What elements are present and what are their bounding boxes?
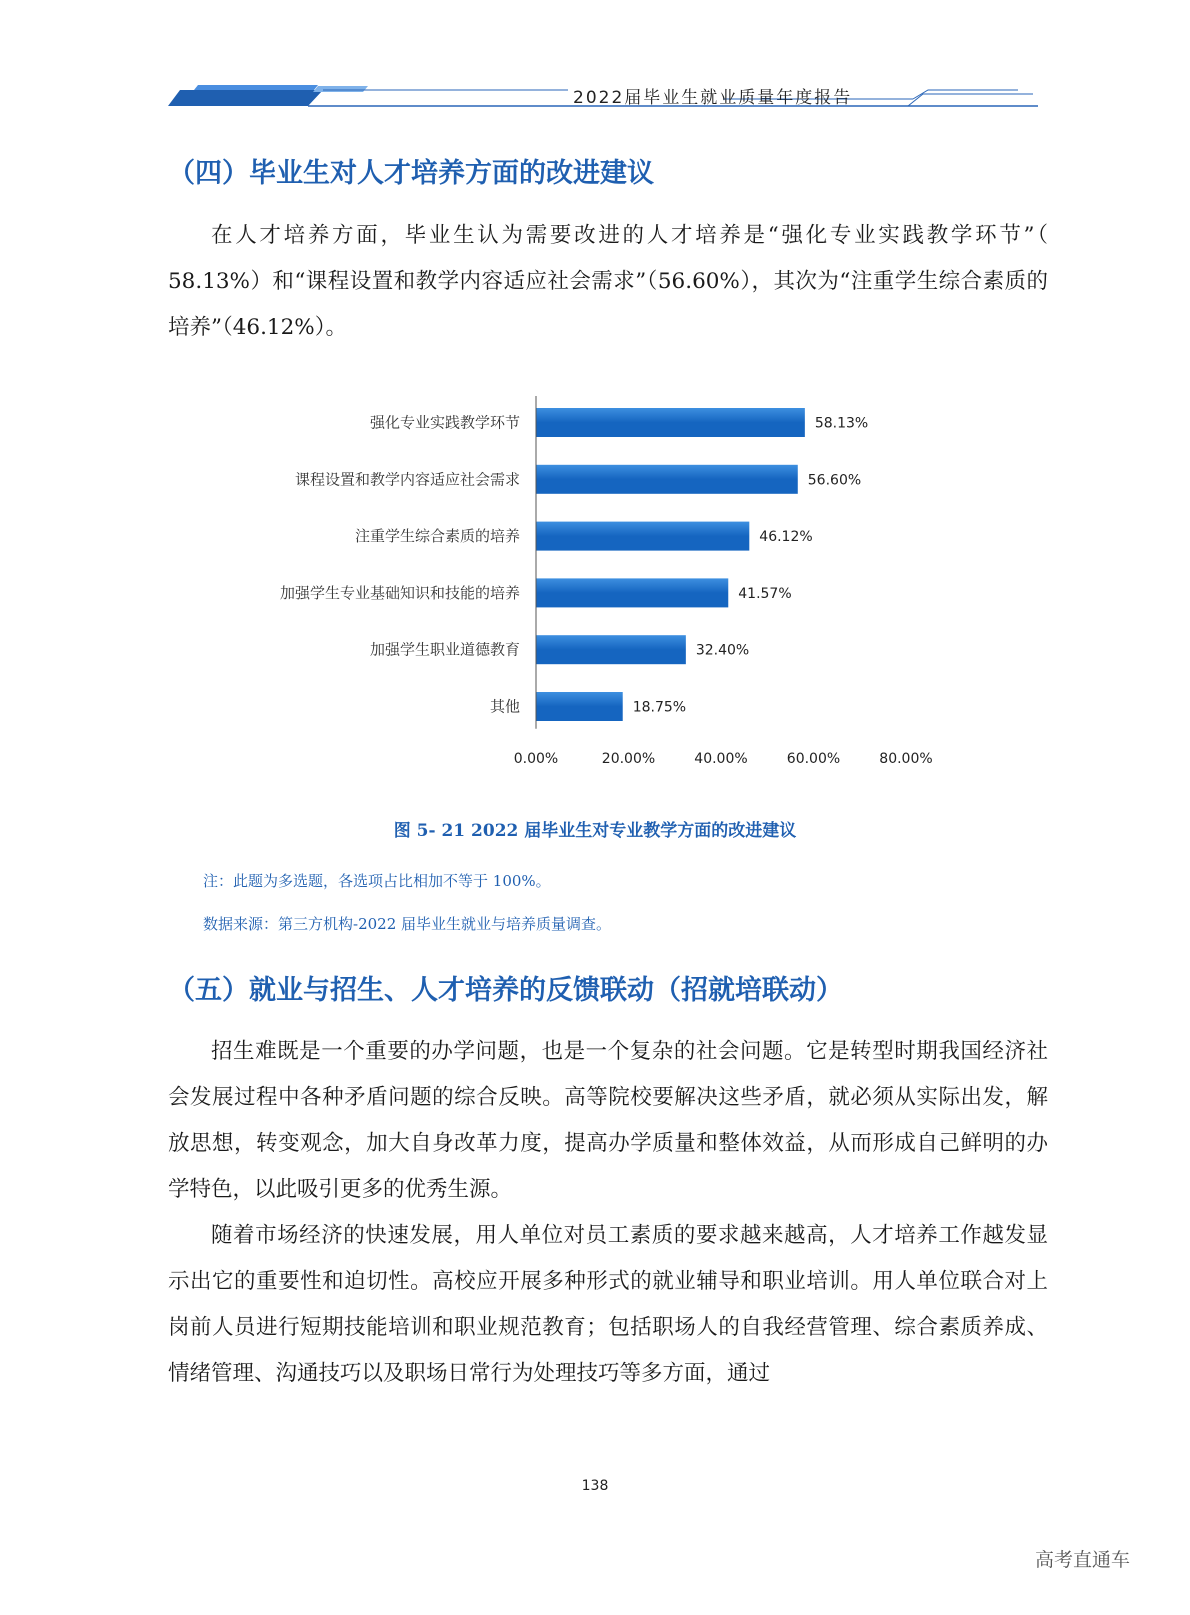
x-tick-label: 20.00%: [601, 751, 656, 767]
value-label: 56.60%: [807, 472, 862, 489]
x-tick-label: 0.00%: [513, 751, 559, 767]
figure-source: 数据来源：第三方机构-2022 届毕业生就业与培养质量调查。: [203, 915, 612, 933]
header-title: 2022届毕业生就业质量年度报告: [573, 88, 853, 108]
value-label: 18.75%: [632, 699, 687, 716]
bar-chart: [168, 388, 1048, 788]
category-label: 课程设置和教学内容适应社会需求: [294, 470, 520, 489]
bar: [536, 692, 623, 721]
bar-chart-canvas: [168, 388, 1048, 788]
figure-note: 注：此题为多选题，各选项占比相加不等于 100%。: [203, 872, 551, 890]
bar: [536, 578, 728, 607]
bar: [536, 465, 798, 494]
report-header: [168, 76, 1043, 116]
watermark: 高考直通车: [1034, 1549, 1130, 1571]
section-5-paragraph-2: 随着市场经济的快速发展，用人单位对员工素质的要求越来越高，人才培养工作越发显示出它的重要性和迫切性。高校应开展多种形式的就业辅导和职业培训。用人单位联合对上岗前人员进行短期技能培训和职业规范教育；包括职场人的自我经营管理、综合素质养成、情绪管理、沟通技巧以及职场日常行为处理技巧等多方面，通过: [168, 1223, 1048, 1386]
section-5-paragraph-1: 招生难既是一个重要的办学问题，也是一个复杂的社会问题。它是转型时期我国经济社会发展过程中各种矛盾问题的综合反映。高等院校要解决这些矛盾，就必须从实际出发，解放思想，转变观念，加大自身改革力度，提高办学质量和整体效益，从而形成自己鲜明的办学特色，以此吸引更多的优秀生源。: [168, 1039, 1048, 1202]
figure-caption: 图 5- 21 2022 届毕业生对专业教学方面的改进建议: [393, 821, 797, 841]
value-label: 32.40%: [695, 642, 750, 659]
x-tick-label: 60.00%: [786, 751, 841, 767]
category-label: 加强学生专业基础知识和技能的培养: [279, 583, 520, 602]
category-label: 注重学生综合素质的培养: [354, 527, 520, 546]
bar: [536, 408, 805, 437]
category-label: 强化专业实践教学环节: [369, 413, 520, 432]
category-label: 加强学生职业道德教育: [369, 640, 520, 659]
x-tick-label: 40.00%: [694, 751, 748, 767]
section-heading-4: （四）毕业生对人才培养方面的改进建议: [168, 158, 654, 189]
bar: [536, 522, 749, 551]
section-4-paragraph: 在人才培养方面，毕业生认为需要改进的人才培养是“强化专业实践教学环节”（ 58.13%）和“课程设置和教学内容适应社会需求”（56.60%），其次为“注重学生综合素质的培养”（46.12%）。: [168, 223, 1048, 340]
value-label: 41.57%: [738, 585, 792, 602]
x-tick-label: 80.00%: [879, 751, 933, 767]
category-label: 其他: [489, 697, 520, 716]
value-label: 46.12%: [759, 529, 813, 546]
page-number: 138: [581, 1478, 609, 1494]
section-heading-5: （五）就业与招生、人才培养的反馈联动（招就培联动）: [168, 975, 843, 1006]
bar: [536, 635, 686, 664]
value-label: 58.13%: [814, 415, 869, 432]
